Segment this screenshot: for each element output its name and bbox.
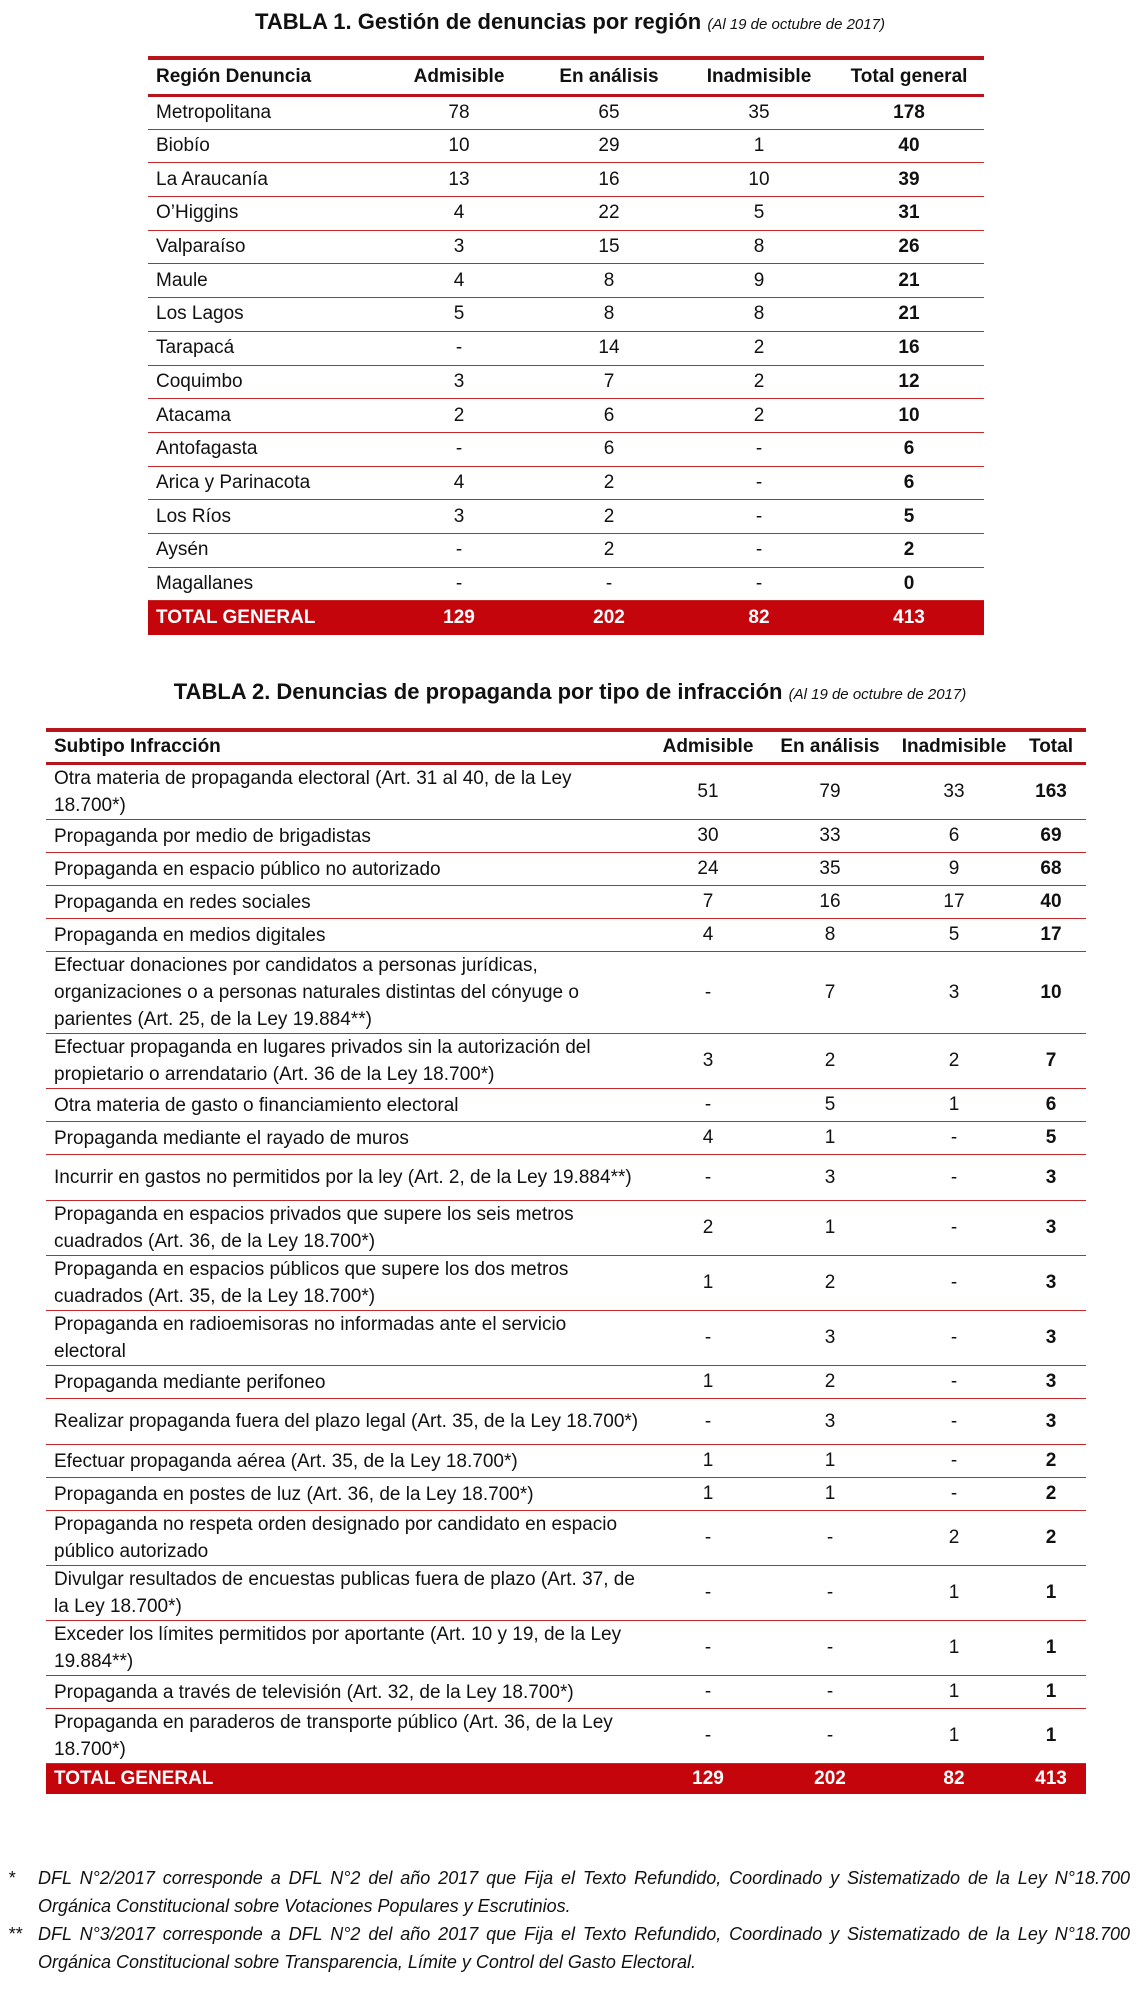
- table-row: [46, 1478, 1086, 1511]
- cell-en-analisis: -: [768, 1709, 892, 1764]
- cell-inadmisible: 1: [892, 1566, 1016, 1621]
- cell-admisible: -: [648, 1511, 768, 1566]
- table-row: [46, 919, 1086, 952]
- cell-admisible: 3: [384, 230, 534, 264]
- table1-header-admisible: Admisible: [384, 58, 534, 96]
- table1: [148, 56, 984, 635]
- cell-name: Propaganda a través de televisión (Art. 32, de la Ley 18.700*): [46, 1676, 648, 1709]
- cell-total: 10: [1016, 952, 1086, 1034]
- total-cell-name: TOTAL GENERAL: [46, 1764, 648, 1794]
- table1-header-total: Total general: [834, 58, 984, 96]
- table-row: [46, 764, 1086, 820]
- cell-name: Propaganda en espacio público no autorizado: [46, 853, 648, 886]
- cell-admisible: 7: [648, 886, 768, 919]
- cell-total: 21: [834, 298, 984, 332]
- cell-en-analisis: 33: [768, 820, 892, 853]
- footnote-1: [8, 1864, 1130, 1920]
- cell-total: 0: [834, 567, 984, 601]
- cell-total: 7: [1016, 1034, 1086, 1089]
- cell-en-analisis: 29: [534, 129, 684, 163]
- cell-total: 178: [834, 96, 984, 130]
- total-cell-inadmisible: 82: [684, 601, 834, 635]
- cell-en-analisis: 7: [768, 952, 892, 1034]
- total-row: [46, 1764, 1086, 1794]
- cell-total: 1: [1016, 1566, 1086, 1621]
- cell-en-analisis: 5: [768, 1089, 892, 1122]
- total-cell-admisible: 129: [648, 1764, 768, 1794]
- table2-header-row: [46, 730, 1086, 764]
- footnote-2-text: DFL N°3/2017 corresponde a DFL N°2 del año 2017 que Fija el Texto Refundido, Coordinado y Sistematizado de la Ley N°18.700 Orgánica Constitucional sobre Transparencia, Límite y Control del Gasto Electoral.: [38, 1924, 1130, 1972]
- table-row: [46, 1201, 1086, 1256]
- cell-en-analisis: 1: [768, 1122, 892, 1155]
- cell-en-analisis: 2: [768, 1256, 892, 1311]
- cell-admisible: 3: [384, 500, 534, 534]
- table1-title: [0, 8, 1140, 39]
- cell-en-analisis: 8: [534, 264, 684, 298]
- cell-admisible: -: [648, 1155, 768, 1201]
- cell-en-analisis: 14: [534, 331, 684, 365]
- cell-total: 2: [1016, 1511, 1086, 1566]
- cell-name: Los Ríos: [148, 500, 384, 534]
- cell-en-analisis: 1: [768, 1201, 892, 1256]
- cell-name: Propaganda en espacios privados que supere los seis metros cuadrados (Art. 36, de la Ley 18.700*): [46, 1201, 648, 1256]
- cell-name: Los Lagos: [148, 298, 384, 332]
- table1-header-row: [148, 58, 984, 96]
- table1-body: [148, 96, 984, 635]
- cell-inadmisible: 1: [892, 1089, 1016, 1122]
- cell-inadmisible: -: [892, 1122, 1016, 1155]
- cell-admisible: 2: [648, 1201, 768, 1256]
- table-row: [46, 1676, 1086, 1709]
- cell-total: 40: [1016, 886, 1086, 919]
- cell-total: 2: [1016, 1478, 1086, 1511]
- cell-admisible: 1: [648, 1478, 768, 1511]
- cell-admisible: 78: [384, 96, 534, 130]
- cell-name: Propaganda no respeta orden designado por candidato en espacio público autorizado: [46, 1511, 648, 1566]
- cell-total: 31: [834, 197, 984, 231]
- cell-en-analisis: 6: [534, 432, 684, 466]
- total-cell-en-analisis: 202: [534, 601, 684, 635]
- cell-admisible: -: [648, 1676, 768, 1709]
- cell-name: Efectuar propaganda aérea (Art. 35, de la Ley 18.700*): [46, 1445, 648, 1478]
- table2-title: [0, 678, 1140, 709]
- cell-en-analisis: 79: [768, 764, 892, 820]
- cell-en-analisis: 8: [534, 298, 684, 332]
- cell-name: Coquimbo: [148, 365, 384, 399]
- cell-inadmisible: -: [892, 1445, 1016, 1478]
- cell-inadmisible: 2: [684, 331, 834, 365]
- table2-header-inadmisible: Inadmisible: [892, 730, 1016, 764]
- cell-admisible: 4: [384, 197, 534, 231]
- cell-total: 3: [1016, 1201, 1086, 1256]
- table1-date-note: (Al 19 de octubre de 2017): [707, 16, 885, 33]
- cell-en-analisis: 3: [768, 1311, 892, 1366]
- cell-admisible: -: [648, 1089, 768, 1122]
- total-cell-total: 413: [834, 601, 984, 635]
- cell-admisible: 4: [384, 264, 534, 298]
- cell-en-analisis: 65: [534, 96, 684, 130]
- cell-en-analisis: -: [534, 567, 684, 601]
- cell-admisible: -: [648, 1311, 768, 1366]
- table-row: [46, 1311, 1086, 1366]
- cell-total: 21: [834, 264, 984, 298]
- cell-name: Propaganda en redes sociales: [46, 886, 648, 919]
- cell-admisible: -: [648, 1566, 768, 1621]
- cell-admisible: 4: [384, 466, 534, 500]
- cell-inadmisible: 9: [892, 853, 1016, 886]
- cell-name: Propaganda mediante perifoneo: [46, 1366, 648, 1399]
- cell-name: Propaganda en espacios públicos que supere los dos metros cuadrados (Art. 35, de la Ley 18.700*): [46, 1256, 648, 1311]
- table-row: [46, 1155, 1086, 1201]
- cell-en-analisis: 1: [768, 1445, 892, 1478]
- cell-inadmisible: 2: [892, 1511, 1016, 1566]
- cell-admisible: 3: [384, 365, 534, 399]
- cell-inadmisible: 35: [684, 96, 834, 130]
- cell-name: Aysén: [148, 533, 384, 567]
- cell-admisible: 2: [384, 399, 534, 433]
- cell-inadmisible: -: [684, 466, 834, 500]
- table-row: [148, 399, 984, 433]
- total-row: [148, 601, 984, 635]
- footnote-1-text: DFL N°2/2017 corresponde a DFL N°2 del año 2017 que Fija el Texto Refundido, Coordinado y Sistematizado de la Ley N°18.700 Orgánica Constitucional sobre Votaciones Populares y Escrutinios.: [38, 1868, 1130, 1916]
- cell-en-analisis: 35: [768, 853, 892, 886]
- cell-total: 26: [834, 230, 984, 264]
- table-row: [148, 230, 984, 264]
- cell-inadmisible: 3: [892, 952, 1016, 1034]
- cell-total: 2: [834, 533, 984, 567]
- cell-inadmisible: 2: [684, 399, 834, 433]
- cell-name: Efectuar donaciones por candidatos a personas jurídicas, organizaciones o a personas naturales distintas del cónyuge o parientes (Art. 25, de la Ley 19.884**): [46, 952, 648, 1034]
- table2-date-note: (Al 19 de octubre de 2017): [788, 686, 967, 703]
- cell-total: 6: [834, 466, 984, 500]
- cell-en-analisis: 2: [534, 500, 684, 534]
- table-row: [148, 129, 984, 163]
- cell-en-analisis: 7: [534, 365, 684, 399]
- table-row: [46, 1621, 1086, 1676]
- cell-inadmisible: -: [892, 1478, 1016, 1511]
- cell-admisible: 1: [648, 1445, 768, 1478]
- cell-total: 3: [1016, 1311, 1086, 1366]
- cell-admisible: 10: [384, 129, 534, 163]
- cell-total: 3: [1016, 1399, 1086, 1445]
- table-row: [148, 96, 984, 130]
- cell-inadmisible: -: [684, 567, 834, 601]
- cell-name: Arica y Parinacota: [148, 466, 384, 500]
- cell-name: Tarapacá: [148, 331, 384, 365]
- cell-inadmisible: 2: [892, 1034, 1016, 1089]
- cell-name: Divulgar resultados de encuestas publicas fuera de plazo (Art. 37, de la Ley 18.700*): [46, 1566, 648, 1621]
- cell-name: Antofagasta: [148, 432, 384, 466]
- table1-header-inadmisible: Inadmisible: [684, 58, 834, 96]
- cell-name: Efectuar propaganda en lugares privados sin la autorización del propietario o arrendatario (Art. 36 de la Ley 18.700*): [46, 1034, 648, 1089]
- table-row: [148, 567, 984, 601]
- table2-header-en-analisis: En análisis: [768, 730, 892, 764]
- table1-header-region: Región Denuncia: [148, 58, 384, 96]
- cell-inadmisible: -: [892, 1366, 1016, 1399]
- cell-name: Otra materia de gasto o financiamiento electoral: [46, 1089, 648, 1122]
- cell-admisible: 24: [648, 853, 768, 886]
- cell-en-analisis: 16: [768, 886, 892, 919]
- table-row: [46, 1034, 1086, 1089]
- cell-total: 5: [1016, 1122, 1086, 1155]
- cell-total: 3: [1016, 1366, 1086, 1399]
- table-row: [46, 1566, 1086, 1621]
- cell-name: Exceder los límites permitidos por aportante (Art. 10 y 19, de la Ley 19.884**): [46, 1621, 648, 1676]
- table-row: [46, 1122, 1086, 1155]
- cell-total: 40: [834, 129, 984, 163]
- cell-inadmisible: 8: [684, 298, 834, 332]
- cell-inadmisible: -: [684, 500, 834, 534]
- total-cell-en-analisis: 202: [768, 1764, 892, 1794]
- table-row: [148, 163, 984, 197]
- cell-admisible: 4: [648, 919, 768, 952]
- cell-total: 3: [1016, 1256, 1086, 1311]
- cell-en-analisis: 1: [768, 1478, 892, 1511]
- table-row: [46, 1399, 1086, 1445]
- total-cell-total: 413: [1016, 1764, 1086, 1794]
- cell-total: 163: [1016, 764, 1086, 820]
- cell-total: 17: [1016, 919, 1086, 952]
- cell-total: 1: [1016, 1709, 1086, 1764]
- cell-en-analisis: 2: [534, 466, 684, 500]
- cell-admisible: -: [384, 533, 534, 567]
- table-row: [148, 466, 984, 500]
- cell-en-analisis: 3: [768, 1399, 892, 1445]
- table-row: [46, 952, 1086, 1034]
- cell-admisible: -: [648, 1399, 768, 1445]
- cell-name: Metropolitana: [148, 96, 384, 130]
- cell-name: La Araucanía: [148, 163, 384, 197]
- table-row: [46, 886, 1086, 919]
- cell-name: Propaganda en radioemisoras no informadas ante el servicio electoral: [46, 1311, 648, 1366]
- cell-en-analisis: 15: [534, 230, 684, 264]
- cell-admisible: 4: [648, 1122, 768, 1155]
- cell-inadmisible: 8: [684, 230, 834, 264]
- table-row: [148, 298, 984, 332]
- cell-total: 6: [834, 432, 984, 466]
- cell-admisible: -: [648, 1621, 768, 1676]
- cell-total: 5: [834, 500, 984, 534]
- footnote-2-mark: **: [8, 1924, 23, 1944]
- cell-en-analisis: 16: [534, 163, 684, 197]
- table-row: [148, 500, 984, 534]
- table-row: [148, 197, 984, 231]
- cell-inadmisible: -: [892, 1201, 1016, 1256]
- table-row: [46, 1511, 1086, 1566]
- table-row: [46, 1709, 1086, 1764]
- cell-total: 12: [834, 365, 984, 399]
- cell-admisible: 1: [648, 1366, 768, 1399]
- cell-total: 1: [1016, 1621, 1086, 1676]
- cell-inadmisible: 1: [892, 1676, 1016, 1709]
- cell-name: Atacama: [148, 399, 384, 433]
- cell-total: 6: [1016, 1089, 1086, 1122]
- cell-name: Magallanes: [148, 567, 384, 601]
- table2-header-admisible: Admisible: [648, 730, 768, 764]
- cell-name: Propaganda mediante el rayado de muros: [46, 1122, 648, 1155]
- cell-admisible: -: [384, 331, 534, 365]
- cell-admisible: -: [384, 432, 534, 466]
- cell-inadmisible: 17: [892, 886, 1016, 919]
- cell-en-analisis: -: [768, 1621, 892, 1676]
- total-cell-admisible: 129: [384, 601, 534, 635]
- table2: [46, 728, 1086, 1794]
- cell-inadmisible: 2: [684, 365, 834, 399]
- cell-inadmisible: 5: [684, 197, 834, 231]
- table2-title-text: TABLA 2. Denuncias de propaganda por tipo de infracción: [173, 679, 783, 704]
- cell-total: 3: [1016, 1155, 1086, 1201]
- footnote-2: [8, 1920, 1130, 1976]
- cell-en-analisis: 22: [534, 197, 684, 231]
- cell-name: Propaganda en paraderos de transporte público (Art. 36, de la Ley 18.700*): [46, 1709, 648, 1764]
- table-row: [148, 331, 984, 365]
- table-row: [46, 820, 1086, 853]
- cell-inadmisible: 5: [892, 919, 1016, 952]
- cell-inadmisible: -: [892, 1399, 1016, 1445]
- footnote-1-mark: *: [8, 1868, 16, 1888]
- cell-total: 1: [1016, 1676, 1086, 1709]
- table-row: [46, 1366, 1086, 1399]
- cell-en-analisis: -: [768, 1676, 892, 1709]
- cell-inadmisible: -: [684, 533, 834, 567]
- total-cell-name: TOTAL GENERAL: [148, 601, 384, 635]
- table2-header-total: Total: [1016, 730, 1086, 764]
- table-row: [148, 533, 984, 567]
- cell-inadmisible: -: [684, 432, 834, 466]
- table-row: [46, 1445, 1086, 1478]
- total-cell-inadmisible: 82: [892, 1764, 1016, 1794]
- cell-inadmisible: -: [892, 1256, 1016, 1311]
- table-row: [148, 365, 984, 399]
- cell-total: 68: [1016, 853, 1086, 886]
- cell-en-analisis: -: [768, 1566, 892, 1621]
- cell-total: 10: [834, 399, 984, 433]
- cell-total: 39: [834, 163, 984, 197]
- cell-en-analisis: -: [768, 1511, 892, 1566]
- cell-admisible: -: [648, 1709, 768, 1764]
- footnotes: [8, 1864, 1130, 1976]
- cell-en-analisis: 2: [768, 1034, 892, 1089]
- table-row: [148, 264, 984, 298]
- cell-admisible: 13: [384, 163, 534, 197]
- cell-inadmisible: 10: [684, 163, 834, 197]
- cell-en-analisis: 2: [768, 1366, 892, 1399]
- cell-name: Propaganda en medios digitales: [46, 919, 648, 952]
- cell-name: Maule: [148, 264, 384, 298]
- cell-name: Otra materia de propaganda electoral (Art. 31 al 40, de la Ley 18.700*): [46, 764, 648, 820]
- cell-admisible: -: [648, 952, 768, 1034]
- cell-en-analisis: 8: [768, 919, 892, 952]
- table1-title-text: TABLA 1. Gestión de denuncias por región: [255, 9, 702, 34]
- cell-admisible: 30: [648, 820, 768, 853]
- table-row: [148, 432, 984, 466]
- cell-admisible: 3: [648, 1034, 768, 1089]
- cell-inadmisible: 1: [892, 1621, 1016, 1676]
- cell-total: 16: [834, 331, 984, 365]
- cell-inadmisible: -: [892, 1155, 1016, 1201]
- cell-inadmisible: 33: [892, 764, 1016, 820]
- cell-inadmisible: 6: [892, 820, 1016, 853]
- cell-name: Propaganda en postes de luz (Art. 36, de la Ley 18.700*): [46, 1478, 648, 1511]
- table2-body: [46, 764, 1086, 1794]
- cell-name: Biobío: [148, 129, 384, 163]
- table-row: [46, 853, 1086, 886]
- cell-inadmisible: 9: [684, 264, 834, 298]
- cell-inadmisible: 1: [892, 1709, 1016, 1764]
- cell-admisible: 5: [384, 298, 534, 332]
- cell-name: Incurrir en gastos no permitidos por la ley (Art. 2, de la Ley 19.884**): [46, 1155, 648, 1201]
- table-row: [46, 1256, 1086, 1311]
- cell-en-analisis: 3: [768, 1155, 892, 1201]
- table1-header-en-analisis: En análisis: [534, 58, 684, 96]
- cell-inadmisible: 1: [684, 129, 834, 163]
- cell-total: 69: [1016, 820, 1086, 853]
- table2-header-subtipo: Subtipo Infracción: [46, 730, 648, 764]
- cell-admisible: -: [384, 567, 534, 601]
- cell-admisible: 1: [648, 1256, 768, 1311]
- cell-total: 2: [1016, 1445, 1086, 1478]
- cell-en-analisis: 2: [534, 533, 684, 567]
- cell-inadmisible: -: [892, 1311, 1016, 1366]
- table-row: [46, 1089, 1086, 1122]
- cell-name: Propaganda por medio de brigadistas: [46, 820, 648, 853]
- cell-admisible: 51: [648, 764, 768, 820]
- cell-name: O’Higgins: [148, 197, 384, 231]
- cell-name: Valparaíso: [148, 230, 384, 264]
- cell-en-analisis: 6: [534, 399, 684, 433]
- cell-name: Realizar propaganda fuera del plazo legal (Art. 35, de la Ley 18.700*): [46, 1399, 648, 1445]
